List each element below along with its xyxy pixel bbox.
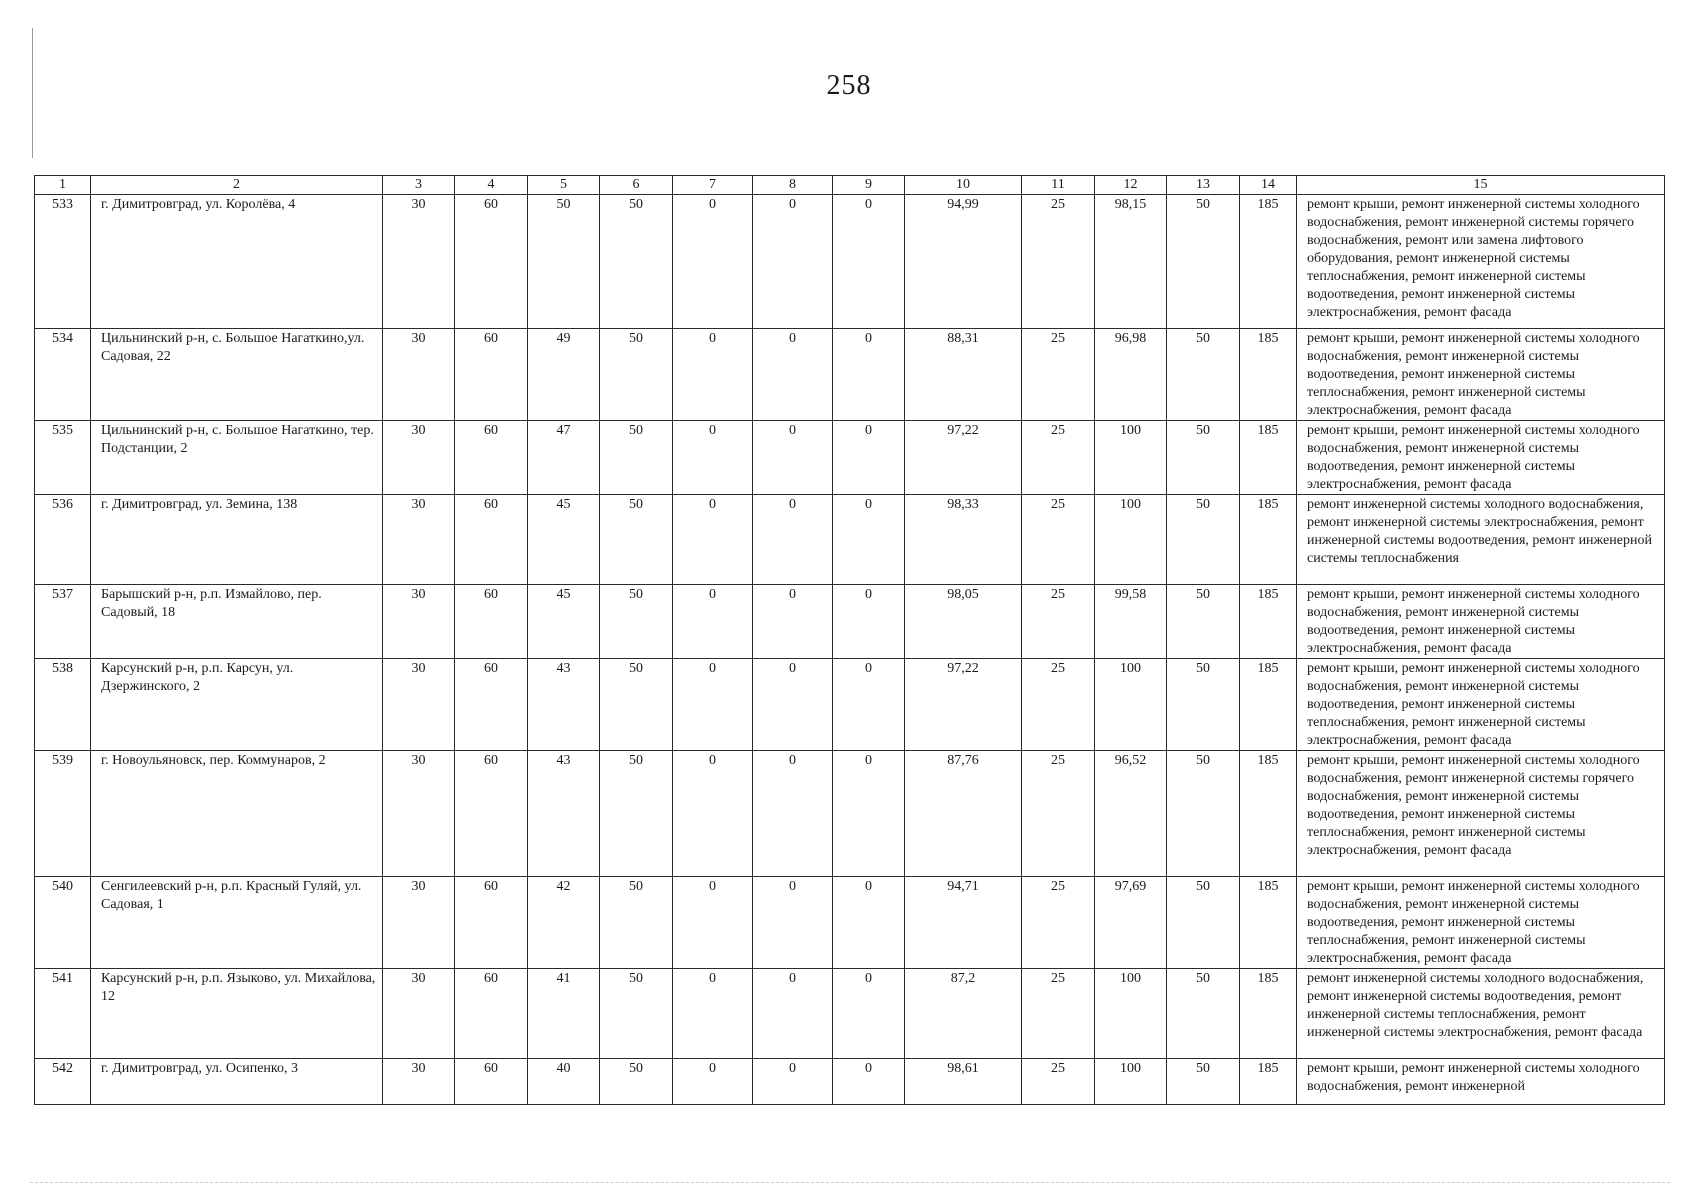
value-cell: 0: [833, 585, 905, 659]
value-cell: 0: [753, 1059, 833, 1105]
value-cell: 0: [753, 585, 833, 659]
value-cell: 25: [1022, 969, 1095, 1059]
repair-works-cell: ремонт крыши, ремонт инженерной системы холодного водоснабжения, ремонт инженерной системы водоотведения, ремонт инженерной системы электроснабжения, ремонт фасада: [1297, 421, 1665, 495]
value-cell: 30: [383, 195, 455, 329]
value-cell: 50: [1167, 495, 1240, 585]
value-cell: 98,15: [1095, 195, 1167, 329]
value-cell: 30: [383, 877, 455, 969]
row-number-cell: 535: [35, 421, 91, 495]
column-header: 15: [1297, 176, 1665, 195]
address-cell: г. Димитровград, ул. Земина, 138: [91, 495, 383, 585]
value-cell: 60: [455, 495, 528, 585]
table-row: [35, 329, 1665, 421]
value-cell: 97,22: [905, 421, 1022, 495]
value-cell: 25: [1022, 751, 1095, 877]
value-cell: 0: [673, 877, 753, 969]
value-cell: 50: [600, 495, 673, 585]
row-number-cell: 540: [35, 877, 91, 969]
value-cell: 45: [528, 585, 600, 659]
value-cell: 0: [673, 585, 753, 659]
repair-works-cell: ремонт крыши, ремонт инженерной системы холодного водоснабжения, ремонт инженерной системы водоотведения, ремонт инженерной системы теплоснабжения, ремонт инженерной системы электроснабжения, ремонт фасада: [1297, 659, 1665, 751]
value-cell: 185: [1240, 1059, 1297, 1105]
repair-works-cell: ремонт крыши, ремонт инженерной системы холодного водоснабжения, ремонт инженерной системы водоотведения, ремонт инженерной системы теплоснабжения, ремонт инженерной системы электроснабжения, ремонт фасада: [1297, 329, 1665, 421]
value-cell: 50: [1167, 421, 1240, 495]
value-cell: 60: [455, 1059, 528, 1105]
value-cell: 98,33: [905, 495, 1022, 585]
address-cell: Карсунский р-н, р.п. Языково, ул. Михайлова, 12: [91, 969, 383, 1059]
column-header: 10: [905, 176, 1022, 195]
value-cell: 30: [383, 421, 455, 495]
value-cell: 30: [383, 329, 455, 421]
value-cell: 50: [1167, 751, 1240, 877]
table-row: [35, 877, 1665, 969]
value-cell: 49: [528, 329, 600, 421]
value-cell: 50: [600, 659, 673, 751]
value-cell: 50: [600, 1059, 673, 1105]
address-cell: Цильнинский р-н, с. Большое Нагаткино, тер. Подстанции, 2: [91, 421, 383, 495]
value-cell: 94,71: [905, 877, 1022, 969]
value-cell: 0: [673, 329, 753, 421]
value-cell: 47: [528, 421, 600, 495]
address-cell: Сенгилеевский р-н, р.п. Красный Гуляй, ул. Садовая, 1: [91, 877, 383, 969]
value-cell: 40: [528, 1059, 600, 1105]
page-number: 258: [826, 70, 872, 101]
scan-artifact-line: [30, 1182, 1670, 1187]
value-cell: 50: [1167, 329, 1240, 421]
value-cell: 60: [455, 329, 528, 421]
value-cell: 50: [1167, 659, 1240, 751]
value-cell: 0: [673, 751, 753, 877]
value-cell: 0: [753, 969, 833, 1059]
value-cell: 99,58: [1095, 585, 1167, 659]
table-row: [35, 969, 1665, 1059]
value-cell: 100: [1095, 659, 1167, 751]
repair-works-cell: ремонт инженерной системы холодного водоснабжения, ремонт инженерной системы электроснабжения, ремонт инженерной системы водоотведения, ремонт инженерной системы теплоснабжения: [1297, 495, 1665, 585]
row-number-cell: 536: [35, 495, 91, 585]
row-number-cell: 542: [35, 1059, 91, 1105]
value-cell: 30: [383, 969, 455, 1059]
value-cell: 0: [833, 195, 905, 329]
value-cell: 25: [1022, 495, 1095, 585]
value-cell: 50: [1167, 195, 1240, 329]
value-cell: 25: [1022, 659, 1095, 751]
column-header: 1: [35, 176, 91, 195]
value-cell: 25: [1022, 329, 1095, 421]
value-cell: 50: [528, 195, 600, 329]
value-cell: 0: [673, 659, 753, 751]
value-cell: 0: [833, 495, 905, 585]
value-cell: 50: [1167, 1059, 1240, 1105]
value-cell: 60: [455, 659, 528, 751]
value-cell: 0: [753, 751, 833, 877]
row-number-cell: 538: [35, 659, 91, 751]
value-cell: 43: [528, 751, 600, 877]
column-header: 12: [1095, 176, 1167, 195]
table-row: [35, 421, 1665, 495]
value-cell: 60: [455, 751, 528, 877]
value-cell: 185: [1240, 659, 1297, 751]
repair-works-cell: ремонт крыши, ремонт инженерной системы холодного водоснабжения, ремонт инженерной системы горячего водоснабжения, ремонт инженерной системы водоотведения, ремонт инженерной системы теплоснабжения, ремонт инженерной системы электроснабжения, ремонт фасада: [1297, 751, 1665, 877]
address-cell: г. Димитровград, ул. Королёва, 4: [91, 195, 383, 329]
row-number-cell: 533: [35, 195, 91, 329]
value-cell: 185: [1240, 495, 1297, 585]
value-cell: 98,05: [905, 585, 1022, 659]
value-cell: 96,52: [1095, 751, 1167, 877]
value-cell: 0: [673, 1059, 753, 1105]
value-cell: 185: [1240, 877, 1297, 969]
address-cell: Барышский р-н, р.п. Измайлово, пер. Садовый, 18: [91, 585, 383, 659]
value-cell: 50: [1167, 969, 1240, 1059]
value-cell: 60: [455, 877, 528, 969]
address-cell: г. Димитровград, ул. Осипенко, 3: [91, 1059, 383, 1105]
column-header: 9: [833, 176, 905, 195]
value-cell: 50: [600, 751, 673, 877]
column-header: 11: [1022, 176, 1095, 195]
value-cell: 25: [1022, 195, 1095, 329]
row-number-cell: 537: [35, 585, 91, 659]
value-cell: 50: [600, 195, 673, 329]
value-cell: 30: [383, 495, 455, 585]
table-row: [35, 585, 1665, 659]
value-cell: 0: [833, 969, 905, 1059]
value-cell: 87,2: [905, 969, 1022, 1059]
value-cell: 50: [600, 329, 673, 421]
column-header: 8: [753, 176, 833, 195]
value-cell: 0: [673, 421, 753, 495]
value-cell: 0: [833, 1059, 905, 1105]
column-header: 6: [600, 176, 673, 195]
value-cell: 0: [833, 877, 905, 969]
value-cell: 185: [1240, 969, 1297, 1059]
value-cell: 43: [528, 659, 600, 751]
repair-works-cell: ремонт крыши, ремонт инженерной системы холодного водоснабжения, ремонт инженерной системы водоотведения, ремонт инженерной системы электроснабжения, ремонт фасада: [1297, 585, 1665, 659]
value-cell: 87,76: [905, 751, 1022, 877]
address-cell: Карсунский р-н, р.п. Карсун, ул. Дзержинского, 2: [91, 659, 383, 751]
value-cell: 50: [1167, 585, 1240, 659]
table-header-row: [35, 176, 1665, 195]
column-header: 5: [528, 176, 600, 195]
repair-program-table-container: [34, 175, 1664, 1105]
value-cell: 100: [1095, 495, 1167, 585]
value-cell: 42: [528, 877, 600, 969]
value-cell: 60: [455, 195, 528, 329]
value-cell: 0: [673, 969, 753, 1059]
address-cell: г. Новоульяновск, пер. Коммунаров, 2: [91, 751, 383, 877]
value-cell: 0: [673, 195, 753, 329]
value-cell: 25: [1022, 877, 1095, 969]
value-cell: 98,61: [905, 1059, 1022, 1105]
value-cell: 185: [1240, 195, 1297, 329]
value-cell: 30: [383, 751, 455, 877]
value-cell: 50: [600, 969, 673, 1059]
value-cell: 97,69: [1095, 877, 1167, 969]
table-row: [35, 659, 1665, 751]
table-row: [35, 195, 1665, 329]
column-header: 3: [383, 176, 455, 195]
value-cell: 0: [753, 195, 833, 329]
table-row: [35, 751, 1665, 877]
value-cell: 45: [528, 495, 600, 585]
row-number-cell: 539: [35, 751, 91, 877]
value-cell: 25: [1022, 421, 1095, 495]
table-row: [35, 1059, 1665, 1105]
value-cell: 0: [833, 329, 905, 421]
value-cell: 185: [1240, 751, 1297, 877]
value-cell: 0: [833, 421, 905, 495]
value-cell: 30: [383, 1059, 455, 1105]
value-cell: 50: [600, 585, 673, 659]
value-cell: 0: [753, 421, 833, 495]
value-cell: 30: [383, 585, 455, 659]
value-cell: 96,98: [1095, 329, 1167, 421]
row-number-cell: 541: [35, 969, 91, 1059]
repair-works-cell: ремонт крыши, ремонт инженерной системы холодного водоснабжения, ремонт инженерной системы водоотведения, ремонт инженерной системы теплоснабжения, ремонт инженерной системы электроснабжения, ремонт фасада: [1297, 877, 1665, 969]
column-header: 14: [1240, 176, 1297, 195]
value-cell: 0: [673, 495, 753, 585]
value-cell: 88,31: [905, 329, 1022, 421]
value-cell: 185: [1240, 585, 1297, 659]
address-cell: Цильнинский р-н, с. Большое Нагаткино,ул. Садовая, 22: [91, 329, 383, 421]
value-cell: 0: [753, 329, 833, 421]
value-cell: 0: [753, 659, 833, 751]
value-cell: 100: [1095, 969, 1167, 1059]
repair-works-cell: ремонт крыши, ремонт инженерной системы холодного водоснабжения, ремонт инженерной: [1297, 1059, 1665, 1105]
value-cell: 0: [833, 751, 905, 877]
value-cell: 94,99: [905, 195, 1022, 329]
value-cell: 25: [1022, 585, 1095, 659]
row-number-cell: 534: [35, 329, 91, 421]
value-cell: 0: [833, 659, 905, 751]
repair-program-table: [34, 175, 1665, 1105]
value-cell: 50: [600, 421, 673, 495]
column-header: 13: [1167, 176, 1240, 195]
column-header: 7: [673, 176, 753, 195]
value-cell: 185: [1240, 421, 1297, 495]
value-cell: 60: [455, 585, 528, 659]
value-cell: 100: [1095, 1059, 1167, 1105]
repair-works-cell: ремонт инженерной системы холодного водоснабжения, ремонт инженерной системы водоотведения, ремонт инженерной системы теплоснабжения, ремонт инженерной системы электроснабжения, ремонт фасада: [1297, 969, 1665, 1059]
column-header: 4: [455, 176, 528, 195]
value-cell: 60: [455, 969, 528, 1059]
value-cell: 25: [1022, 1059, 1095, 1105]
value-cell: 97,22: [905, 659, 1022, 751]
value-cell: 60: [455, 421, 528, 495]
column-header: 2: [91, 176, 383, 195]
value-cell: 100: [1095, 421, 1167, 495]
value-cell: 50: [1167, 877, 1240, 969]
value-cell: 50: [600, 877, 673, 969]
value-cell: 41: [528, 969, 600, 1059]
repair-works-cell: ремонт крыши, ремонт инженерной системы холодного водоснабжения, ремонт инженерной системы горячего водоснабжения, ремонт или замена лифтового оборудования, ремонт инженерной системы теплоснабжения, ремонт инженерной системы водоотведения, ремонт инженерной системы электроснабжения, ремонт фасада: [1297, 195, 1665, 329]
value-cell: 30: [383, 659, 455, 751]
table-row: [35, 495, 1665, 585]
value-cell: 0: [753, 495, 833, 585]
value-cell: 185: [1240, 329, 1297, 421]
value-cell: 0: [753, 877, 833, 969]
